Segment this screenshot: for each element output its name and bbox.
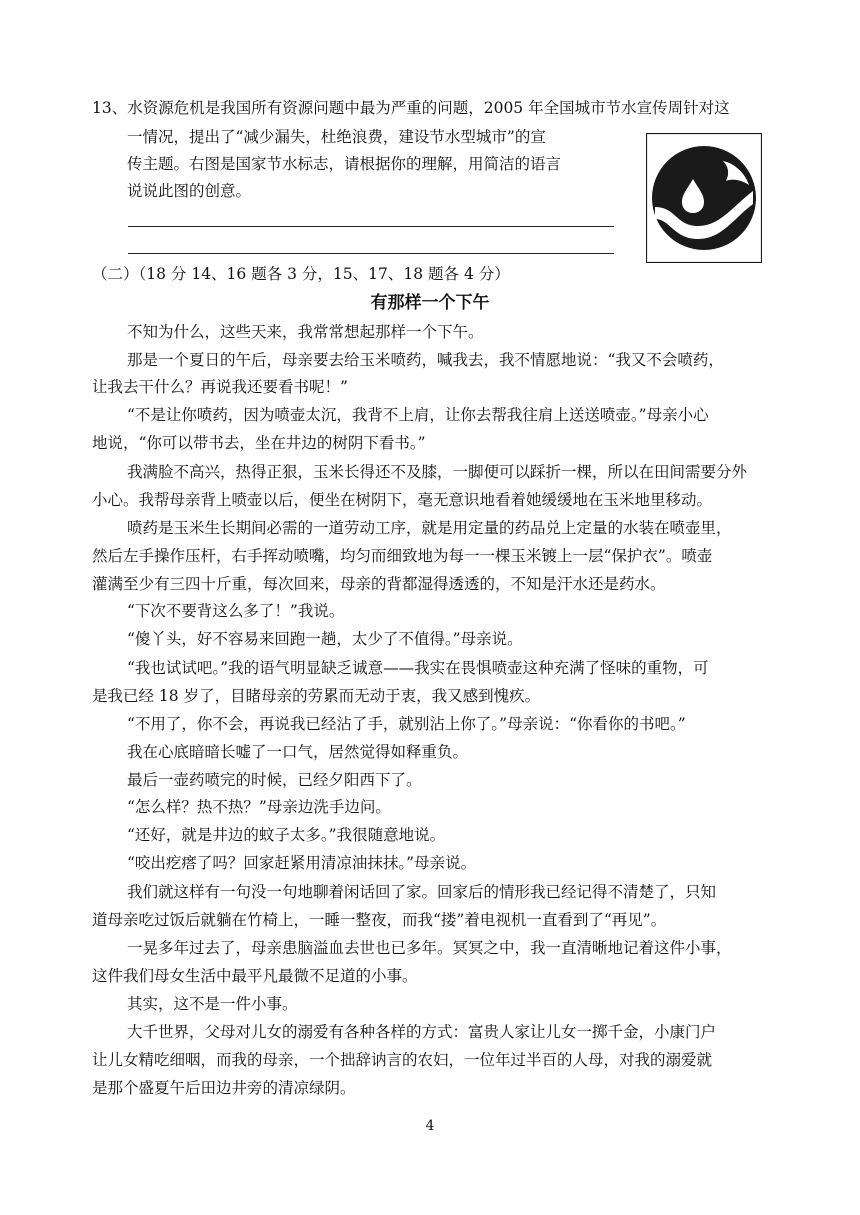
article-line: 我在心底暗暗长嘘了一口气，居然觉得如释重负。 xyxy=(127,743,469,761)
article-line: 让儿女精吃细咽，而我的母亲，一个拙辞讷言的农妇，一位年过半百的人母，对我的溺爱就 xyxy=(92,1051,713,1069)
article-line: 其实，这不是一件小事。 xyxy=(127,995,298,1013)
answer-line-1[interactable] xyxy=(128,226,614,227)
water-saving-emblem xyxy=(646,133,762,263)
article-line: 我满脸不高兴，热得正狠，玉米长得还不及膝，一脚便可以踩折一棵，所以在田间需要分外 xyxy=(127,463,748,481)
question-13-line-2: 一情况，提出了“减少漏失，杜绝浪费，建设节水型城市”的宣 xyxy=(127,128,546,146)
article-line: 是我已经 18 岁了，目睹母亲的劳累而无动于衷，我又感到愧疚。 xyxy=(92,687,541,705)
article-line: “我也试试吧。”我的语气明显缺乏诚意——我实在畏惧喷壶这种充满了怪味的重物，可 xyxy=(127,659,709,677)
article-line: 灌满至少有三四十斤重，每次回来，母亲的背都湿得透透的，不知是汗水还是药水。 xyxy=(92,575,666,593)
section-heading: （二）（18 分 14、16 题各 3 分，15、17、18 题各 4 分） xyxy=(92,265,510,283)
article-line: 让我去干什么？再说我还要看书呢！” xyxy=(92,378,348,396)
question-13-line-3: 传主题。右图是国家节水标志，请根据你的理解，用简洁的语言 xyxy=(127,155,562,173)
article-line: “还好，就是井边的蚊子太多。”我很随意地说。 xyxy=(127,826,446,844)
page-number: 4 xyxy=(425,1118,435,1134)
article-title: 有那样一个下午 xyxy=(370,293,490,313)
article-line: 喷药是玉米生长期间必需的一道劳动工序，就是用定量的药品兑上定量的水装在喷壶里， xyxy=(127,519,732,537)
article-line: 道母亲吃过饭后就躺在竹椅上，一睡一整夜，而我“搂”着电视机一直看到了“再见”。 xyxy=(92,911,667,929)
article-line: “傻丫头，好不容易来回跑一趟，太少了不值得。”母亲说。 xyxy=(127,630,523,648)
answer-line-2[interactable] xyxy=(128,253,614,254)
article-line: 是那个盛夏午后田边井旁的清凉绿阴。 xyxy=(92,1079,356,1097)
article-line: 一晃多年过去了，母亲患脑溢血去世也已多年。冥冥之中，我一直清晰地记着这件小事， xyxy=(127,939,732,957)
article-line: “不是让你喷药，因为喷壶太沉，我背不上肩，让你去帮我往肩上送送喷壶。”母亲小心 xyxy=(127,406,709,424)
article-line: “怎么样？热不热？”母亲边洗手边问。 xyxy=(127,798,391,816)
article-line: 不知为什么，这些天来，我常常想起那样一个下午。 xyxy=(127,323,484,341)
question-13-line-1: 13、水资源危机是我国所有资源问题中最为严重的问题，2005 年全国城市节水宣传周针对这 xyxy=(92,99,730,117)
article-line: 我们就这样有一句没一句地聊着闲话回了家。回家后的情形我已经记得不清楚了，只知 xyxy=(127,883,717,901)
article-line: “下次不要背这么多了！”我说。 xyxy=(127,602,345,620)
article-line: “不用了，你不会，再说我已经沾了手，就别沾上你了。”母亲说：“你看你的书吧。” xyxy=(127,715,686,733)
article-line: 大千世界，父母对儿女的溺爱有各种各样的方式：富贵人家让儿女一掷千金，小康门户 xyxy=(127,1023,717,1041)
article-line: 这件我们母女生活中最平凡最微不足道的小事。 xyxy=(92,967,418,985)
article-line: 最后一壶药喷完的时候，已经夕阳西下了。 xyxy=(127,771,422,789)
article-line: 那是一个夏日的午后，母亲要去给玉米喷药，喊我去，我不情愿地说：“我又不会喷药， xyxy=(127,351,724,369)
water-saving-emblem-icon xyxy=(646,133,762,263)
article-line: 小心。我帮母亲背上喷壶以后，便坐在树阴下，毫无意识地看着她缓缓地在玉米地里移动。 xyxy=(92,491,713,509)
article-line: 地说，“你可以带书去，坐在井边的树阴下看书。” xyxy=(92,434,426,452)
article-line: 然后左手操作压杆，右手挥动喷嘴，均匀而细致地为每一一棵玉米镀上一层“保护衣”。喷壶 xyxy=(92,547,713,565)
article-line: “咬出疙瘩了吗？回家赶紧用清凉油抹抹。”母亲说。 xyxy=(127,854,477,872)
question-13-line-4: 说说此图的创意。 xyxy=(127,182,252,200)
